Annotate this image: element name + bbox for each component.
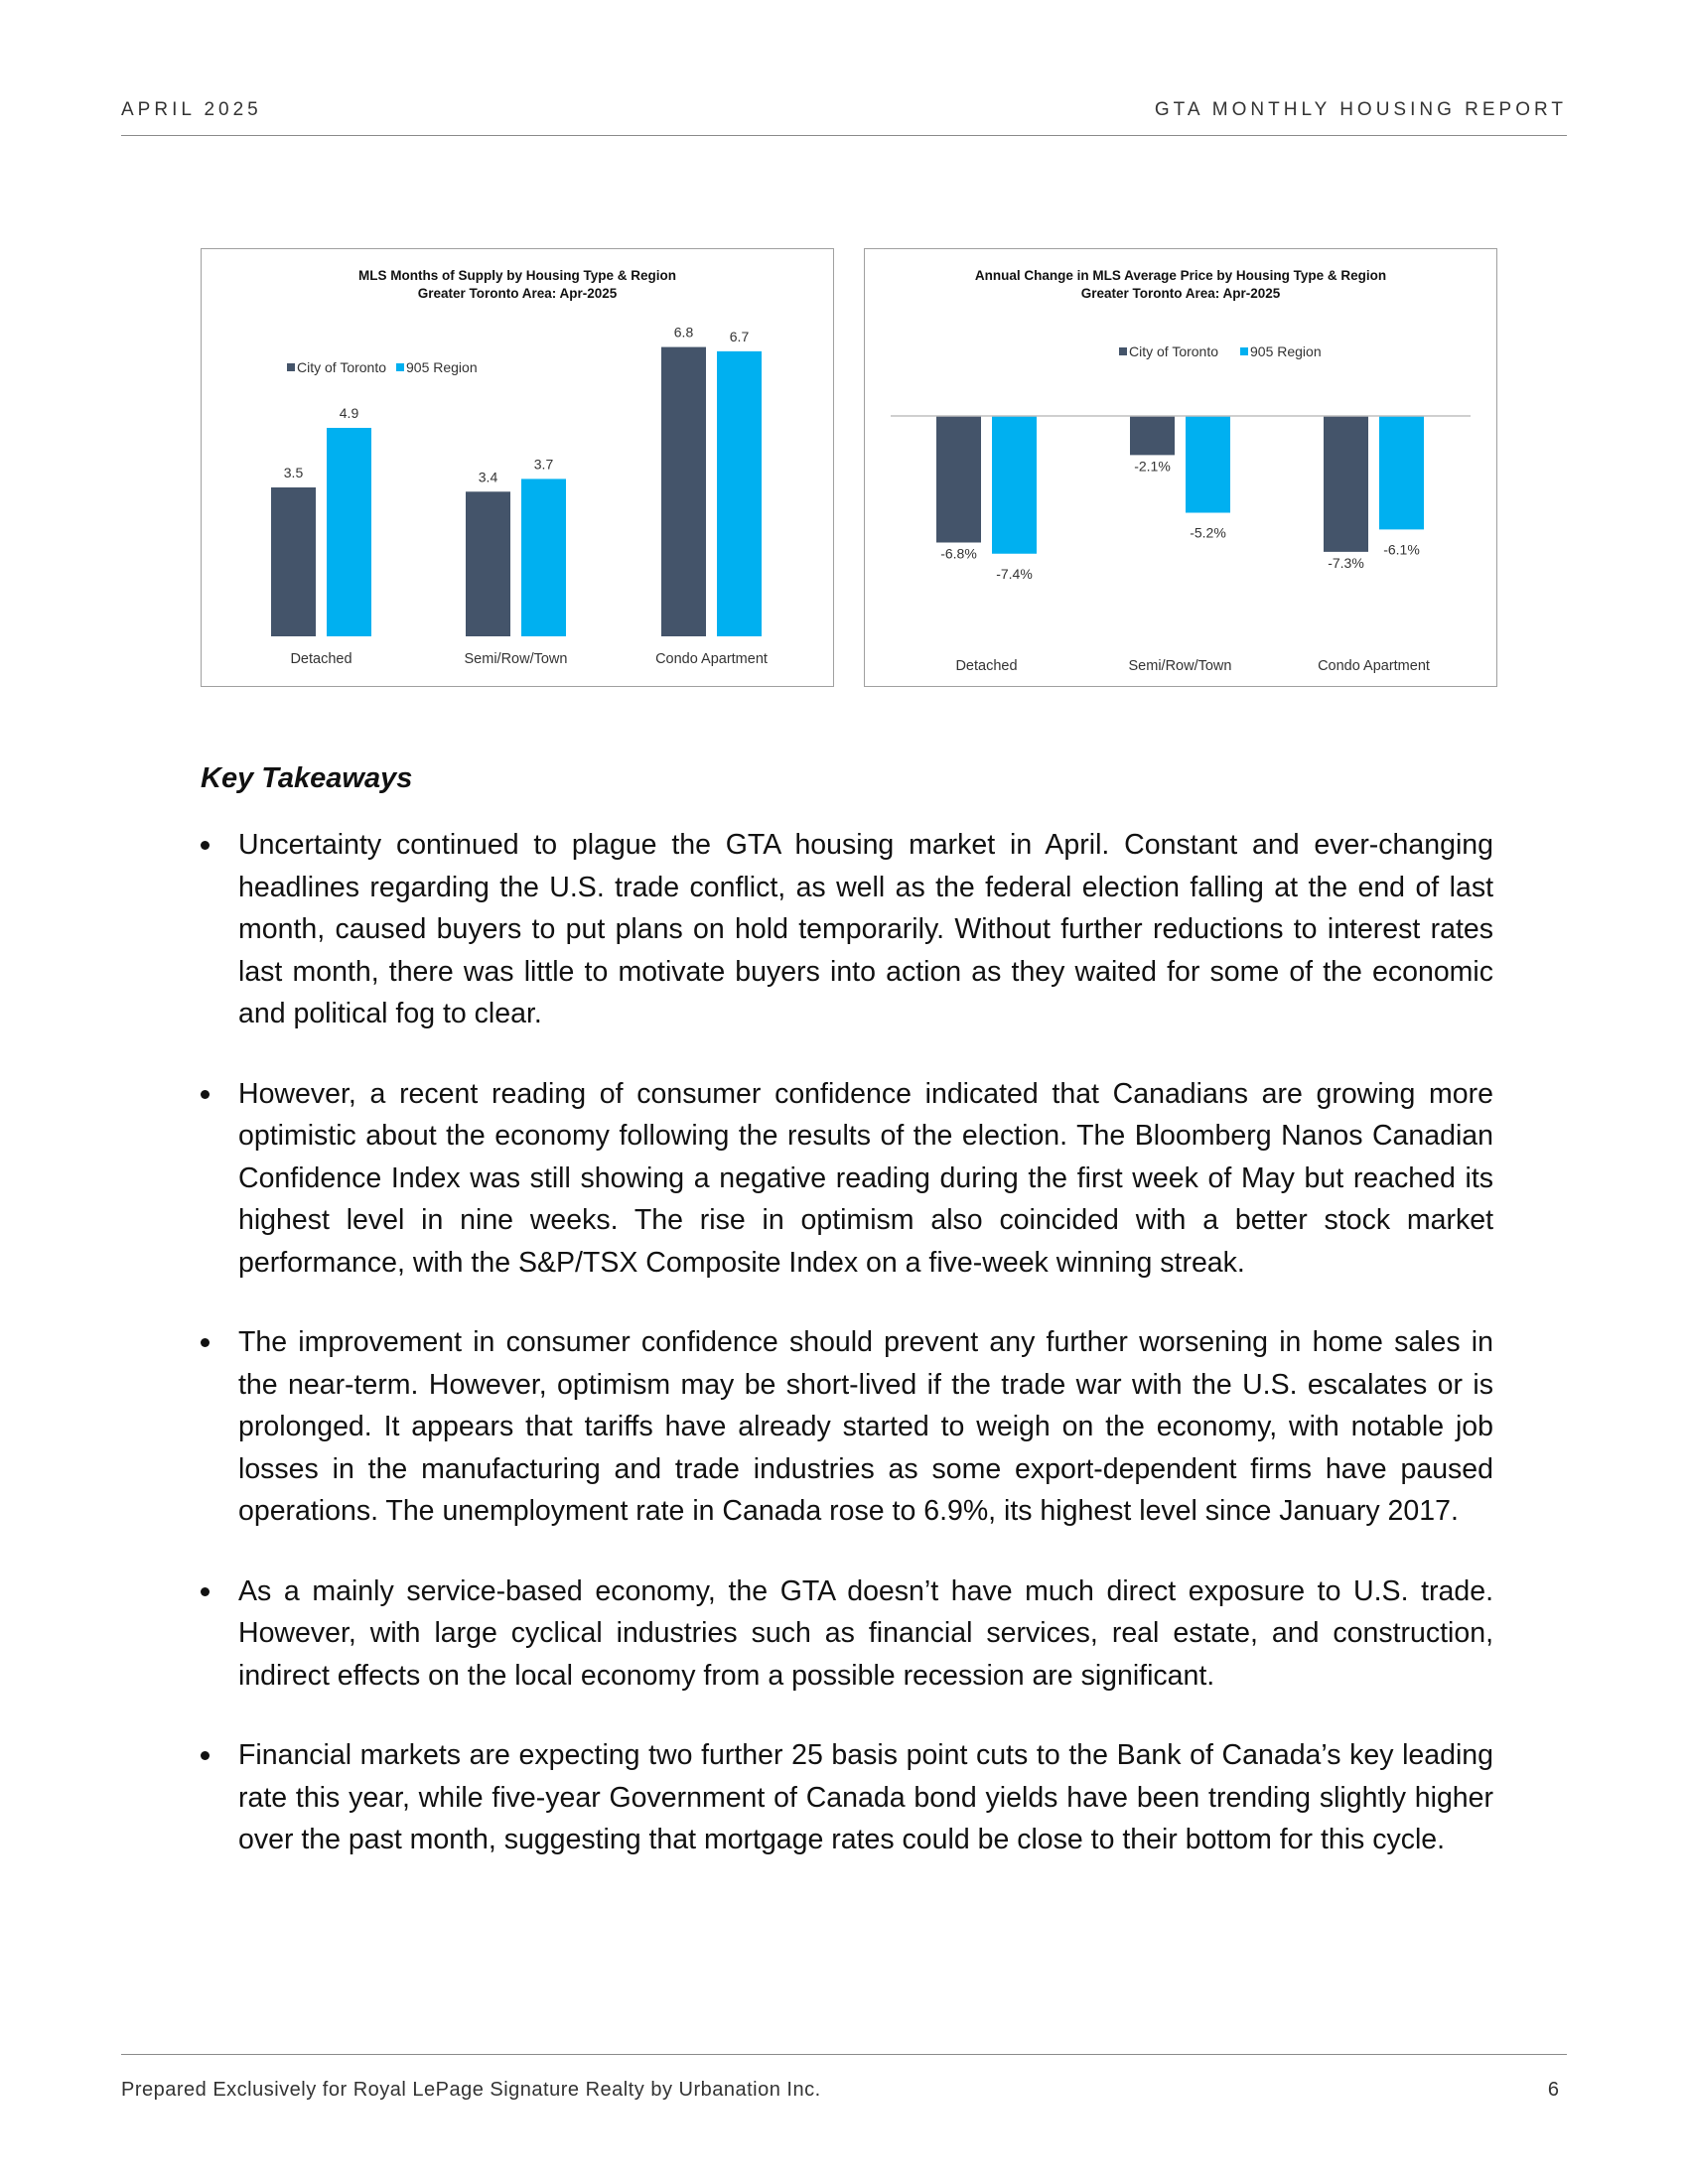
chart-title: Annual Change in MLS Average Price by Housing Type & Region: [974, 268, 1387, 283]
bar: [271, 487, 316, 636]
chart-title: MLS Months of Supply by Housing Type & Region: [358, 268, 676, 283]
data-label: -6.1%: [1383, 541, 1420, 558]
bar: [992, 416, 1037, 554]
price-change-chart: [864, 248, 1497, 687]
page-header: [121, 99, 1567, 136]
page-footer: [121, 2054, 1567, 2101]
data-label: -2.1%: [1134, 458, 1171, 475]
takeaway-item: [201, 1321, 1493, 1533]
data-label: -7.4%: [996, 565, 1033, 582]
bar: [1186, 416, 1230, 513]
report-title: GTA MONTHLY HOUSING REPORT: [1154, 99, 1567, 120]
data-label: -5.2%: [1190, 524, 1226, 541]
legend-swatch: [396, 363, 404, 371]
legend-swatch: [1240, 347, 1248, 355]
data-label: 4.9: [339, 405, 359, 421]
category-label: Condo Apartment: [655, 651, 768, 667]
takeaway-text: As a mainly service-based economy, the GTA doesn’t have much direct exposure to U.S. trade. However, with large cyclical industries such as financial services, real estate, and construction, indirect effects on the local economy from a possible recession are significant.: [238, 1574, 1493, 1692]
takeaways-list: [201, 824, 1493, 1899]
category-label: Semi/Row/Town: [1128, 658, 1232, 674]
page-number: 6: [1547, 2079, 1559, 2101]
data-label: -7.3%: [1328, 554, 1364, 571]
bullet-icon: [201, 841, 210, 850]
months-of-supply-chart: [201, 248, 834, 687]
bar: [521, 478, 566, 636]
legend-label: City of Toronto: [1129, 343, 1219, 359]
takeaway-item: [201, 1570, 1493, 1698]
data-label: 3.7: [533, 456, 554, 473]
bar: [327, 428, 371, 636]
chart-subtitle: Greater Toronto Area: Apr-2025: [1080, 286, 1281, 301]
chart-subtitle: Greater Toronto Area: Apr-2025: [417, 286, 618, 301]
legend-swatch: [1119, 347, 1127, 355]
takeaway-text: Financial markets are expecting two further 25 basis point cuts to the Bank of Canada’s key leading rate this year, while five-year Government of Canada bond yields have been trending slightly higher over the past month, suggesting that mortgage rates could be close to their bottom for this cycle.: [238, 1739, 1493, 1855]
bar: [661, 347, 706, 636]
legend-label: City of Toronto: [297, 359, 387, 375]
key-takeaways-heading: Key Takeaways: [201, 762, 413, 794]
category-label: Detached: [290, 651, 352, 667]
takeaway-item: [201, 824, 1493, 1035]
category-label: Semi/Row/Town: [464, 651, 568, 667]
report-date: APRIL 2025: [121, 99, 262, 120]
bullet-icon: [201, 1338, 210, 1347]
data-label: -6.8%: [940, 545, 977, 562]
bar: [717, 351, 762, 636]
category-label: Detached: [955, 658, 1018, 674]
bar: [936, 416, 981, 543]
takeaway-text: The improvement in consumer confidence should prevent any further worsening in home sales in the near-term. However, optimism may be short-lived if the trade war with the U.S. escalates or is prolonged. It appears that tariffs have already started to weigh on the economy, with notable job losses in the manufacturing and trade industries as some export-dependent firms have paused operations. The unemployment rate in Canada rose to 6.9%, its highest level since January 2017.: [238, 1326, 1493, 1527]
bar: [1379, 416, 1424, 529]
category-label: Condo Apartment: [1318, 658, 1430, 674]
legend-swatch: [287, 363, 295, 371]
bullet-icon: [201, 1587, 210, 1596]
price-change-chart-svg: [865, 249, 1496, 686]
footer-credit: Prepared Exclusively for Royal LePage Signature Realty by Urbanation Inc.: [121, 2079, 821, 2101]
data-label: 6.7: [729, 328, 750, 344]
data-label: 6.8: [673, 324, 694, 341]
bullet-icon: [201, 1090, 210, 1099]
data-label: 3.4: [478, 469, 498, 485]
months-of-supply-chart-svg: [202, 249, 833, 686]
legend-label: 905 Region: [1250, 343, 1322, 359]
takeaway-text: Uncertainty continued to plague the GTA housing market in April. Constant and ever-changing headlines regarding the U.S. trade conflict, as well as the federal election falling at the end of last month, caused buyers to put plans on hold temporarily. Without further reductions to interest rates last month, there was little to motivate buyers into action as they waited for some of the economic and political fog to clear.: [238, 829, 1493, 1029]
takeaway-item: [201, 1734, 1493, 1861]
takeaway-text: However, a recent reading of consumer confidence indicated that Canadians are growing more optimistic about the economy following the results of the election. The Bloomberg Nanos Canadian Confidence Index was still showing a negative reading during the first week of May but reached its highest level in nine weeks. The rise in optimism also coincided with a better stock market performance, with the S&P/TSX Composite Index on a five-week winning streak.: [238, 1077, 1493, 1279]
bullet-icon: [201, 1751, 210, 1760]
takeaway-item: [201, 1073, 1493, 1285]
legend-label: 905 Region: [406, 359, 478, 375]
bar: [466, 491, 510, 636]
bar: [1324, 416, 1368, 552]
bar: [1130, 416, 1175, 455]
data-label: 3.5: [283, 465, 304, 480]
